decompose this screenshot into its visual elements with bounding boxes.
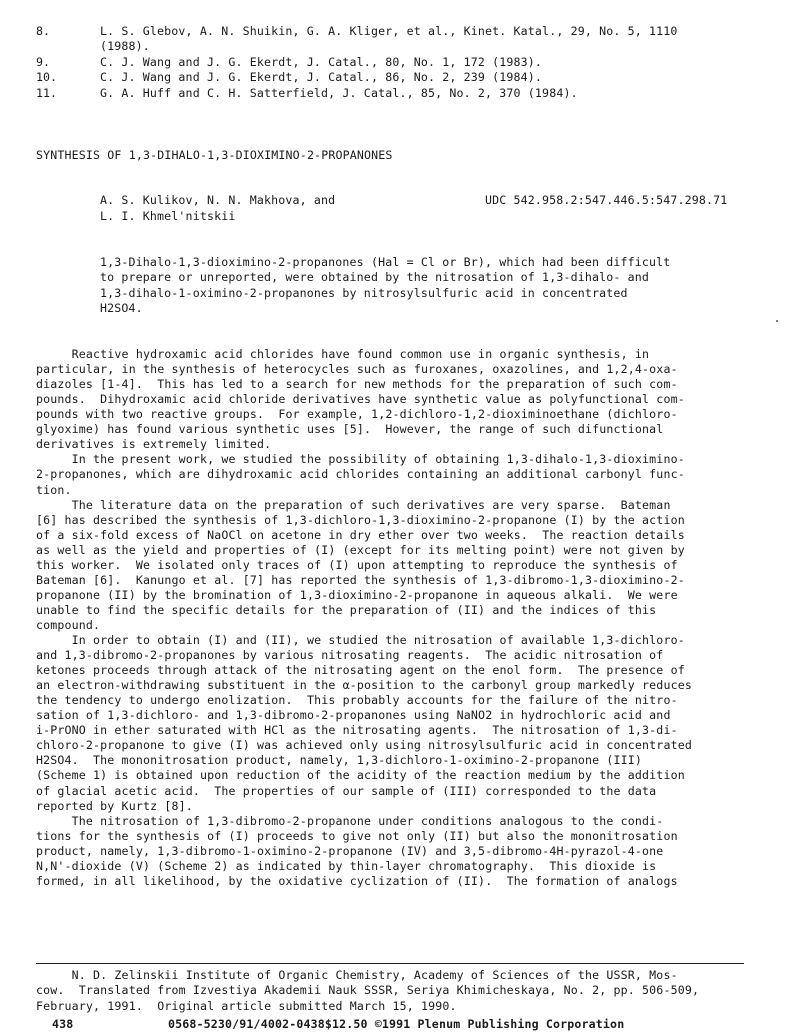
body-line: chloro-2-propanone to give (I) was achieved only using nitrosylsulfuric acid in concentrated: [36, 738, 692, 753]
reference-number: 8.: [36, 24, 50, 38]
body-line: [6] has described the synthesis of 1,3-dichloro-1,3-dioximino-2-propanone (I) by the action: [36, 512, 685, 527]
reference-number: 11.: [36, 86, 57, 100]
journal-code: 0568-5230/91/4002-0438$12.50 ©1991 Plenum Publishing Corporation: [168, 1017, 625, 1031]
body-line: product, namely, 1,3-dibromo-1-oximino-2-propanone (IV) and 3,5-dibromo-4H-pyrazol-4-one: [36, 843, 664, 858]
body-line: i-PrONO in ether saturated with HCl as the nitrosating agents. The nitrosation of 1,3-di-: [36, 723, 678, 738]
footnote-rule: [36, 963, 744, 964]
footnote-line: February, 1991. Original article submitted March 15, 1990.: [36, 999, 457, 1013]
abstract-line: 1,3-dihalo-1-oximino-2-propanones by nitrosylsulfuric acid in concentrated: [100, 286, 628, 300]
body-line: reported by Kurtz [8].: [36, 798, 193, 813]
body-line: propanone (II) by the bromination of 1,3-dioximino-2-propanone in aqueous alkali. We were: [36, 587, 678, 602]
body-line: H2SO4. The mononitrosation product, namely, 1,3-dichloro-1-oximino-2-propanone (III): [36, 753, 643, 768]
article-title: SYNTHESIS OF 1,3-DIHALO-1,3-DIOXIMINO-2-PROPANONES: [36, 148, 393, 162]
body-line: pounds. Dihydroxamic acid chloride derivatives have synthetic value as polyfunctional com-: [36, 392, 685, 407]
body-line: this worker. We isolated only traces of (I) upon attempting to reproduce the synthesis of: [36, 557, 678, 572]
body-line: N,N'-dioxide (V) (Scheme 2) as indicated by thin-layer chromatography. This dioxide is: [36, 858, 657, 873]
abstract-line: 1,3-Dihalo-1,3-dioximino-2-propanones (Hal = Cl or Br), which had been difficult: [100, 255, 671, 269]
reference-text: C. J. Wang and J. G. Ekerdt, J. Catal., 80, No. 1, 172 (1983).: [100, 55, 543, 69]
reference-number: 10.: [36, 70, 57, 84]
reference-text: (1988).: [100, 39, 150, 53]
reference-text: L. S. Glebov, A. N. Shuikin, G. A. Kliger, et al., Kinet. Katal., 29, No. 5, 1110: [100, 24, 678, 38]
body-line: sation of 1,3-dichloro- and 1,3-dibromo-2-propanones using NaNO2 in hydrochloric acid and: [36, 708, 671, 723]
body-line: an electron-withdrawing substituent in the α-position to the carbonyl group markedly reduces: [36, 678, 692, 693]
body-line: formed, in all likelihood, by the oxidative cyclization of (II). The formation of analogs: [36, 873, 678, 888]
body-line: In the present work, we studied the possibility of obtaining 1,3-dihalo-1,3-dioximino-: [36, 452, 685, 467]
footnote-line: N. D. Zelinskii Institute of Organic Chemistry, Academy of Sciences of the USSR, Mos-: [36, 968, 678, 982]
body-line: glyoxime) has found various synthetic uses [5]. However, the range of such difunctional: [36, 422, 664, 437]
body-line: the tendency to undergo enolization. This probably accounts for the failure of the nitro-: [36, 693, 678, 708]
footnote-line: cow. Translated from Izvestiya Akademii Nauk SSSR, Seriya Khimicheskaya, No. 2, pp. 506-509,: [36, 983, 700, 997]
body-line: Bateman [6]. Kanungo et al. [7] has reported the synthesis of 1,3-dibromo-1,3-dioximino-2-: [36, 572, 685, 587]
abstract-line: H2SO4.: [100, 301, 143, 315]
body-line: pounds with two reactive groups. For example, 1,2-dichloro-1,2-dioximinoethane (dichloro-: [36, 407, 678, 422]
body-line: diazoles [1-4]. This has led to a search for new methods for the preparation of such com-: [36, 377, 678, 392]
body-line: The nitrosation of 1,3-dibromo-2-propanone under conditions analogous to the condi-: [36, 813, 664, 828]
body-line: compound.: [36, 617, 101, 632]
reference-number: 9.: [36, 55, 50, 69]
reference-text: G. A. Huff and C. H. Satterfield, J. Catal., 85, No. 2, 370 (1984).: [100, 86, 578, 100]
udc-code: UDC 542.958.2:547.446.5:547.298.71: [485, 193, 728, 207]
authors-line-2: L. I. Khmel'nitskii: [100, 209, 236, 223]
body-line: tions for the synthesis of (I) proceeds to give not only (II) but also the mononitrosation: [36, 828, 678, 843]
body-line: (Scheme 1) is obtained upon reduction of the acidity of the reaction medium by the addition: [36, 768, 685, 783]
body-line: unable to find the specific details for the preparation of (II) and the indices of this: [36, 602, 657, 617]
abstract-line: to prepare or unreported, were obtained by the nitrosation of 1,3-dihalo- and: [100, 270, 650, 284]
body-line: In order to obtain (I) and (II), we studied the nitrosation of available 1,3-dichloro-: [36, 633, 685, 647]
body-line: The literature data on the preparation of such derivatives are very sparse. Bateman: [36, 497, 671, 512]
authors-line-1: A. S. Kulikov, N. N. Makhova, and: [100, 193, 336, 207]
scan-speck: [776, 320, 778, 322]
page-number: 438: [52, 1017, 74, 1031]
body-line: of a six-fold excess of NaOCl on acetone in dry ether over two weeks. The reaction details: [36, 527, 685, 542]
body-line: tion.: [36, 482, 72, 497]
body-line: ketones proceeds through attack of the nitrosating agent on the enol form. The presence of: [36, 663, 685, 677]
body-line: as well as the yield and properties of (I) (except for its melting point) were not given by: [36, 542, 685, 557]
body-line: particular, in the synthesis of heterocycles such as furoxanes, oxazolines, and 1,2,4-oxa-: [36, 362, 678, 377]
body-line: of glacial acetic acid. The properties of our sample of (III) corresponded to the data: [36, 783, 657, 798]
reference-text: C. J. Wang and J. G. Ekerdt, J. Catal., 86, No. 2, 239 (1984).: [100, 70, 543, 84]
body-line: and 1,3-dibromo-2-propanones by various nitrosating reagents. The acidic nitrosation of: [36, 648, 664, 662]
body-line: derivatives is extremely limited.: [36, 437, 272, 452]
body-line: Reactive hydroxamic acid chlorides have found common use in organic synthesis, in: [36, 347, 650, 361]
body-line: 2-propanones, which are dihydroxamic acid chlorides containing an additional carbonyl func-: [36, 467, 685, 482]
